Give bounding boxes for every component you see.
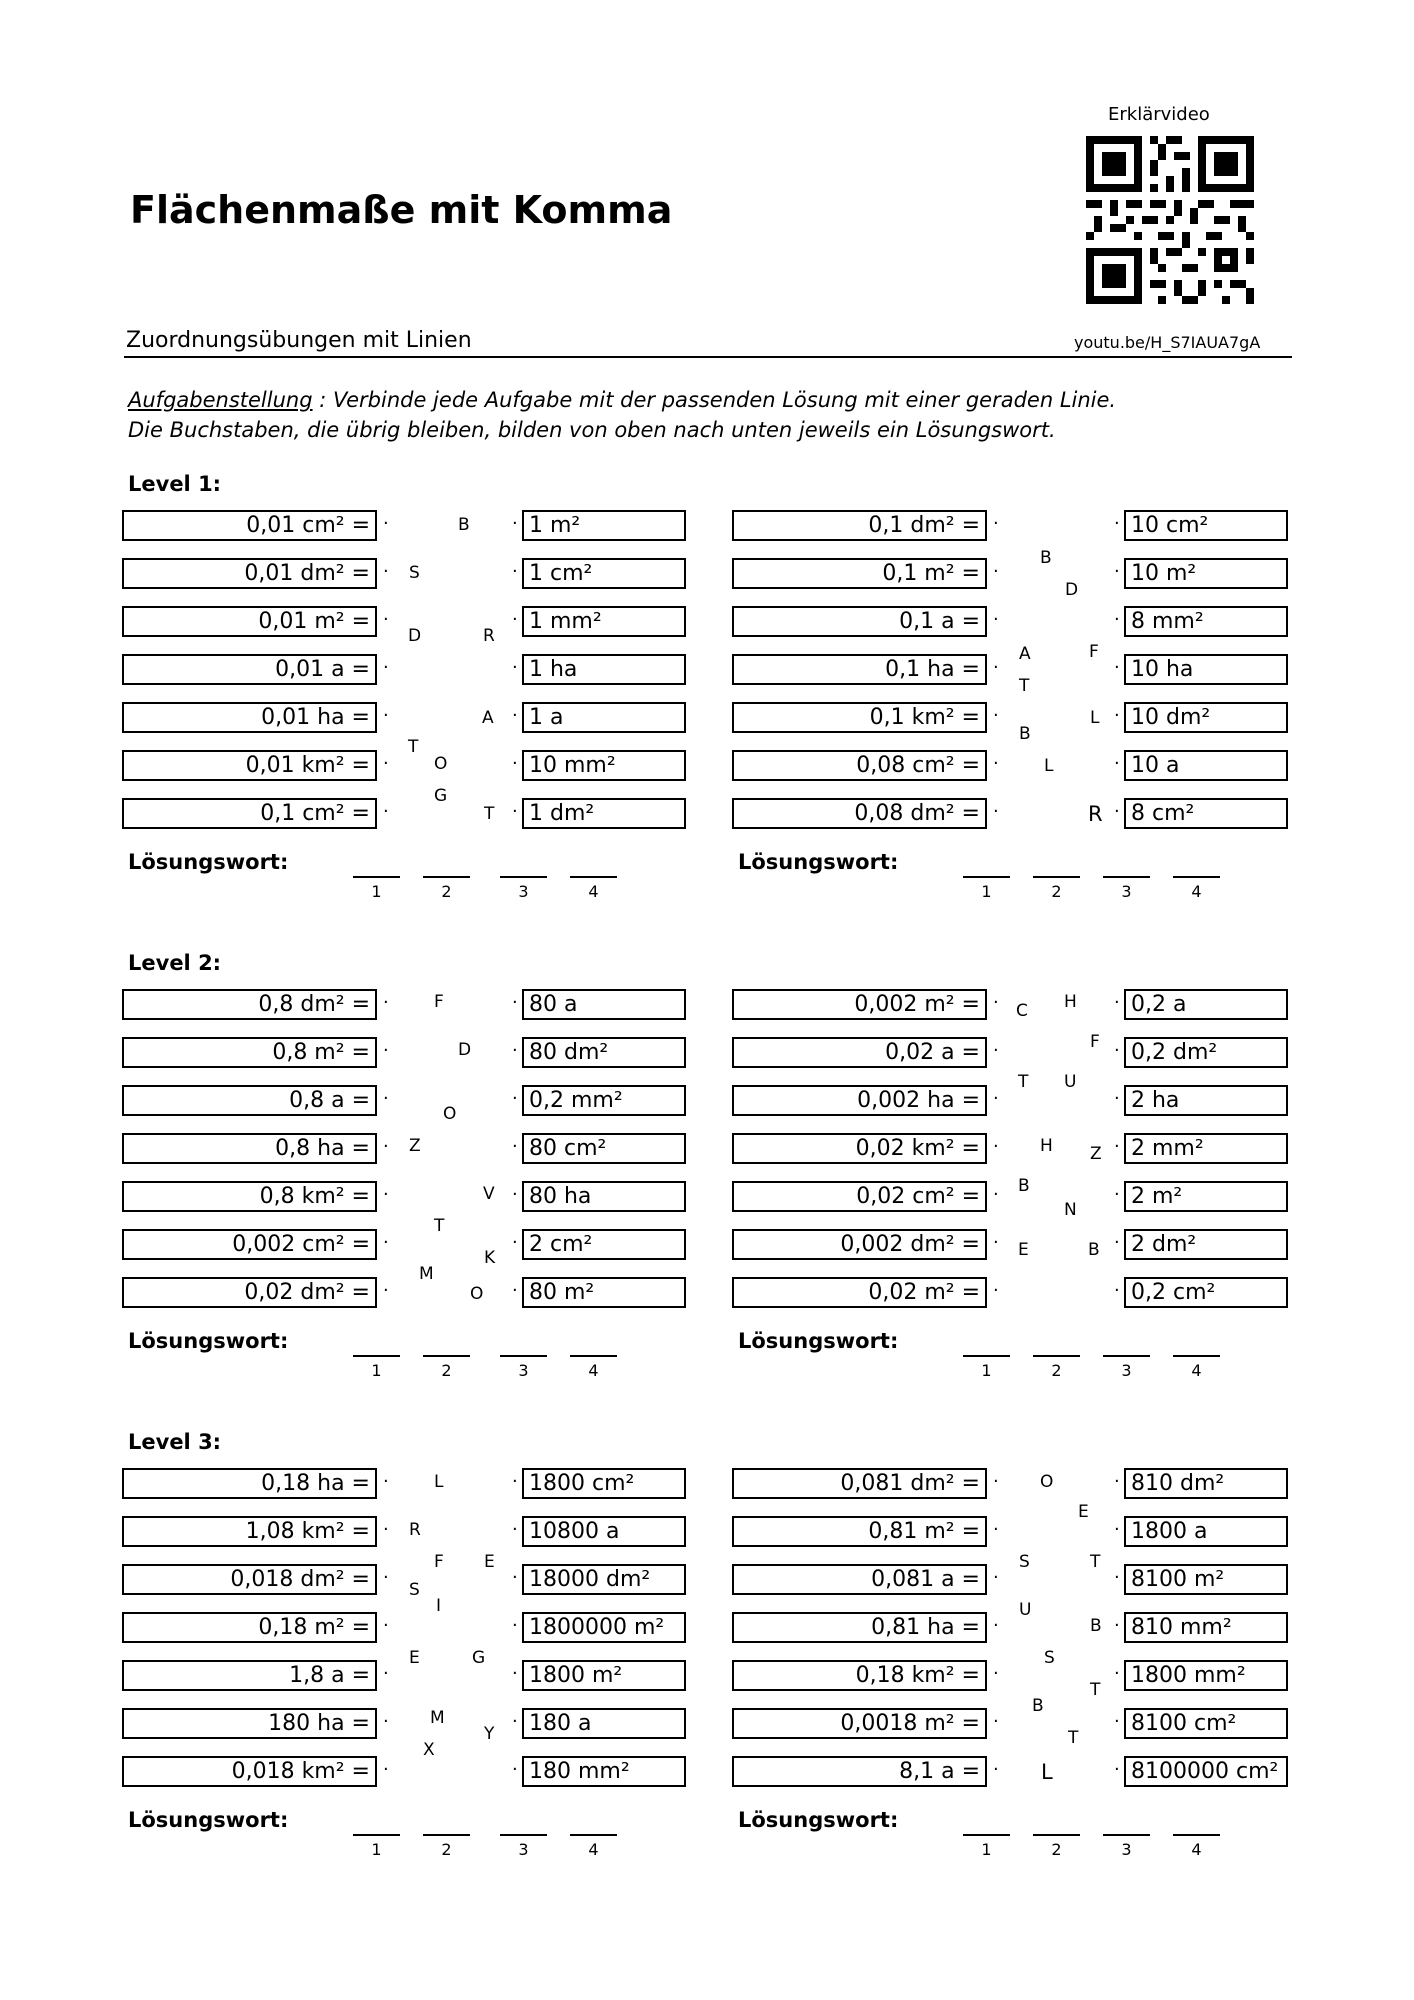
solution-blank-number: 1	[981, 882, 992, 901]
connection-dot[interactable]: ·	[1114, 609, 1120, 630]
distractor-letter: B	[1032, 1696, 1044, 1716]
connection-dot[interactable]: ·	[383, 1759, 389, 1780]
task-box: 0,1 cm² =	[122, 798, 377, 829]
task-box: 0,8 m² =	[122, 1037, 377, 1068]
instruction-label: Aufgabenstellung	[128, 388, 313, 412]
connection-dot[interactable]: ·	[383, 1615, 389, 1636]
distractor-letter: F	[1090, 1032, 1100, 1052]
task-box: 0,1 dm² =	[732, 510, 987, 541]
page-title: Flächenmaße mit Komma	[130, 188, 673, 232]
solution-blank[interactable]	[570, 1355, 617, 1357]
connection-dot[interactable]: ·	[512, 513, 518, 534]
connection-dot[interactable]: ·	[512, 1184, 518, 1205]
solution-blank[interactable]	[1173, 876, 1220, 878]
solution-blank[interactable]	[570, 876, 617, 878]
connection-dot[interactable]: ·	[993, 1615, 999, 1636]
distractor-letter: I	[436, 1596, 442, 1616]
solution-word-label: Lösungswort:	[128, 1808, 289, 1832]
task-box: 0,018 km² =	[122, 1756, 377, 1787]
distractor-letter: E	[1078, 1502, 1089, 1522]
answer-box: 180 mm²	[522, 1756, 686, 1787]
distractor-letter: T	[408, 737, 419, 757]
distractor-letter: B	[1090, 1616, 1102, 1636]
answer-box: 80 ha	[522, 1181, 686, 1212]
solution-blank-number: 3	[518, 1840, 529, 1859]
connection-dot[interactable]: ·	[383, 1471, 389, 1492]
connection-dot[interactable]: ·	[1114, 513, 1120, 534]
task-box: 0,02 m² =	[732, 1277, 987, 1308]
distractor-letter: U	[1019, 1600, 1032, 1620]
solution-blank[interactable]	[1103, 876, 1150, 878]
task-box: 1,8 a =	[122, 1660, 377, 1691]
solution-blank[interactable]	[1033, 876, 1080, 878]
answer-box: 810 dm²	[1124, 1468, 1288, 1499]
distractor-letter: B	[1019, 724, 1031, 744]
distractor-letter: Z	[1090, 1144, 1102, 1164]
solution-word-label: Lösungswort:	[738, 850, 899, 874]
connection-dot[interactable]: ·	[1114, 1759, 1120, 1780]
distractor-letter: S	[409, 1580, 420, 1600]
distractor-letter: T	[1090, 1552, 1101, 1572]
answer-box: 10 mm²	[522, 750, 686, 781]
connection-dot[interactable]: ·	[383, 1280, 389, 1301]
connection-dot[interactable]: ·	[1114, 1519, 1120, 1540]
instruction-line-1	[128, 388, 1116, 412]
connection-dot[interactable]: ·	[512, 1232, 518, 1253]
task-box: 8,1 a =	[732, 1756, 987, 1787]
solution-blank[interactable]	[1033, 1355, 1080, 1357]
distractor-letter: E	[484, 1552, 495, 1572]
connection-dot[interactable]: ·	[383, 1184, 389, 1205]
connection-dot[interactable]: ·	[383, 801, 389, 822]
connection-dot[interactable]: ·	[993, 1280, 999, 1301]
solution-blank[interactable]	[423, 1834, 470, 1836]
distractor-letter: Y	[484, 1724, 495, 1744]
solution-blank[interactable]	[423, 1355, 470, 1357]
level-label: Level 2:	[128, 951, 222, 975]
distractor-letter: F	[1089, 642, 1099, 662]
solution-blank-number: 3	[518, 1361, 529, 1380]
distractor-letter: T	[484, 804, 495, 824]
connection-dot[interactable]: ·	[512, 1711, 518, 1732]
solution-blank[interactable]	[570, 1834, 617, 1836]
solution-blank-number: 4	[1191, 1361, 1202, 1380]
instruction-text-1: : Verbinde jede Aufgabe mit der passenden Lösung mit einer geraden Linie.	[312, 388, 1117, 412]
answer-box: 1800 mm²	[1124, 1660, 1288, 1691]
task-box: 0,081 a =	[732, 1564, 987, 1595]
answer-box: 10 dm²	[1124, 702, 1288, 733]
distractor-letter: L	[1044, 756, 1054, 776]
connection-dot[interactable]: ·	[383, 1088, 389, 1109]
connection-dot[interactable]: ·	[993, 753, 999, 774]
solution-blank-number: 4	[1191, 1840, 1202, 1859]
answer-box: 80 dm²	[522, 1037, 686, 1068]
solution-word-label: Lösungswort:	[738, 1808, 899, 1832]
answer-box: 8 cm²	[1124, 798, 1288, 829]
answer-box: 8100 m²	[1124, 1564, 1288, 1595]
solution-blank[interactable]	[963, 1355, 1010, 1357]
connection-dot[interactable]: ·	[993, 1040, 999, 1061]
task-box: 0,08 cm² =	[732, 750, 987, 781]
answer-box: 80 m²	[522, 1277, 686, 1308]
solution-blank-number: 2	[1051, 1840, 1062, 1859]
connection-dot[interactable]: ·	[1114, 1184, 1120, 1205]
distractor-letter: E	[1018, 1240, 1029, 1260]
distractor-letter: S	[1044, 1648, 1055, 1668]
solution-blank[interactable]	[500, 1355, 547, 1357]
connection-dot[interactable]: ·	[383, 1711, 389, 1732]
answer-box: 1 cm²	[522, 558, 686, 589]
solution-blank-number: 4	[588, 1840, 599, 1859]
solution-word-label: Lösungswort:	[128, 1329, 289, 1353]
task-box: 0,002 dm² =	[732, 1229, 987, 1260]
qr-code-icon[interactable]	[1086, 136, 1254, 304]
task-box: 0,02 cm² =	[732, 1181, 987, 1212]
task-box: 1,08 km² =	[122, 1516, 377, 1547]
connection-dot[interactable]: ·	[512, 753, 518, 774]
connection-dot[interactable]: ·	[383, 561, 389, 582]
connection-dot[interactable]: ·	[383, 609, 389, 630]
answer-box: 810 mm²	[1124, 1612, 1288, 1643]
distractor-letter: T	[1090, 1680, 1101, 1700]
distractor-letter: D	[1065, 580, 1079, 600]
connection-dot[interactable]: ·	[993, 1567, 999, 1588]
distractor-letter: H	[1064, 992, 1077, 1012]
instruction-line-2: Die Buchstaben, die übrig bleiben, bilden von oben nach unten jeweils ein Lösungswort.	[128, 418, 1056, 442]
solution-blank[interactable]	[1033, 1834, 1080, 1836]
answer-box: 1 dm²	[522, 798, 686, 829]
task-box: 0,1 a =	[732, 606, 987, 637]
connection-dot[interactable]: ·	[1114, 561, 1120, 582]
connection-dot[interactable]: ·	[512, 657, 518, 678]
task-box: 0,02 a =	[732, 1037, 987, 1068]
distractor-letter: V	[483, 1184, 495, 1204]
answer-box: 2 m²	[1124, 1181, 1288, 1212]
header-divider	[124, 356, 1292, 358]
task-box: 0,01 cm² =	[122, 510, 377, 541]
task-box: 0,8 dm² =	[122, 989, 377, 1020]
distractor-letter: C	[1016, 1001, 1028, 1021]
answer-box: 2 mm²	[1124, 1133, 1288, 1164]
solution-blank[interactable]	[423, 876, 470, 878]
connection-dot[interactable]: ·	[1114, 992, 1120, 1013]
level-label: Level 3:	[128, 1430, 222, 1454]
connection-dot[interactable]: ·	[512, 705, 518, 726]
task-box: 0,8 km² =	[122, 1181, 377, 1212]
solution-blank-number: 1	[981, 1361, 992, 1380]
solution-blank-number: 3	[1121, 882, 1132, 901]
distractor-letter: T	[1018, 1072, 1029, 1092]
answer-box: 0,2 dm²	[1124, 1037, 1288, 1068]
connection-dot[interactable]: ·	[383, 753, 389, 774]
task-box: 0,1 m² =	[732, 558, 987, 589]
answer-box: 80 a	[522, 989, 686, 1020]
distractor-letter: B	[458, 515, 470, 535]
connection-dot[interactable]: ·	[993, 992, 999, 1013]
answer-box: 10800 a	[522, 1516, 686, 1547]
connection-dot[interactable]: ·	[512, 1136, 518, 1157]
distractor-letter: A	[1019, 644, 1031, 664]
distractor-letter: B	[1088, 1240, 1100, 1260]
worksheet-subtitle: Zuordnungsübungen mit Linien	[126, 328, 472, 353]
connection-dot[interactable]: ·	[1114, 1471, 1120, 1492]
distractor-letter: D	[408, 626, 422, 646]
connection-dot[interactable]: ·	[993, 513, 999, 534]
solution-blank-number: 2	[1051, 882, 1062, 901]
connection-dot[interactable]: ·	[993, 1232, 999, 1253]
answer-box: 1 m²	[522, 510, 686, 541]
connection-dot[interactable]: ·	[993, 1136, 999, 1157]
task-box: 0,01 dm² =	[122, 558, 377, 589]
connection-dot[interactable]: ·	[383, 513, 389, 534]
connection-dot[interactable]: ·	[993, 1088, 999, 1109]
connection-dot[interactable]: ·	[512, 1519, 518, 1540]
distractor-letter: B	[1040, 548, 1052, 568]
connection-dot[interactable]: ·	[512, 801, 518, 822]
connection-dot[interactable]: ·	[993, 1759, 999, 1780]
distractor-letter: H	[1040, 1136, 1053, 1156]
answer-box: 1800 cm²	[522, 1468, 686, 1499]
distractor-letter: O	[443, 1104, 457, 1124]
distractor-letter: D	[458, 1040, 472, 1060]
answer-box: 1800 m²	[522, 1660, 686, 1691]
connection-dot[interactable]: ·	[1114, 705, 1120, 726]
distractor-letter: O	[1040, 1472, 1054, 1492]
distractor-letter: G	[434, 786, 448, 806]
answer-box: 18000 dm²	[522, 1564, 686, 1595]
solution-blank[interactable]	[963, 876, 1010, 878]
task-box: 0,002 m² =	[732, 989, 987, 1020]
distractor-letter: O	[434, 754, 448, 774]
solution-blank[interactable]	[1103, 1355, 1150, 1357]
answer-box: 1800000 m²	[522, 1612, 686, 1643]
task-box: 0,8 a =	[122, 1085, 377, 1116]
distractor-letter: M	[430, 1708, 445, 1728]
answer-box: 2 dm²	[1124, 1229, 1288, 1260]
connection-dot[interactable]: ·	[1114, 1040, 1120, 1061]
task-box: 0,02 dm² =	[122, 1277, 377, 1308]
solution-blank[interactable]	[500, 876, 547, 878]
connection-dot[interactable]: ·	[512, 609, 518, 630]
solution-blank-number: 4	[588, 1361, 599, 1380]
task-box: 0,01 ha =	[122, 702, 377, 733]
connection-dot[interactable]: ·	[512, 1615, 518, 1636]
task-box: 0,002 ha =	[732, 1085, 987, 1116]
connection-dot[interactable]: ·	[993, 609, 999, 630]
solution-blank-number: 3	[1121, 1361, 1132, 1380]
distractor-letter: T	[434, 1216, 445, 1236]
distractor-letter: A	[482, 708, 494, 728]
answer-box: 1 mm²	[522, 606, 686, 637]
task-box: 0,18 km² =	[732, 1660, 987, 1691]
task-box: 0,8 ha =	[122, 1133, 377, 1164]
task-box: 0,1 km² =	[732, 702, 987, 733]
task-box: 0,081 dm² =	[732, 1468, 987, 1499]
distractor-letter: R	[409, 1520, 421, 1540]
solution-blank[interactable]	[963, 1834, 1010, 1836]
connection-dot[interactable]: ·	[1114, 1136, 1120, 1157]
distractor-letter: L	[1090, 708, 1100, 728]
solution-blank-number: 2	[441, 1840, 452, 1859]
connection-dot[interactable]: ·	[512, 1567, 518, 1588]
distractor-letter: L	[434, 1472, 444, 1492]
distractor-letter: K	[484, 1248, 496, 1268]
answer-box: 8 mm²	[1124, 606, 1288, 637]
distractor-letter: G	[472, 1648, 486, 1668]
answer-box: 8100000 cm²	[1124, 1756, 1288, 1787]
task-box: 180 ha =	[122, 1708, 377, 1739]
distractor-letter: U	[1064, 1072, 1077, 1092]
task-box: 0,01 m² =	[122, 606, 377, 637]
task-box: 0,018 dm² =	[122, 1564, 377, 1595]
distractor-letter: O	[470, 1284, 484, 1304]
level-label: Level 1:	[128, 472, 222, 496]
solution-blank[interactable]	[500, 1834, 547, 1836]
answer-box: 0,2 mm²	[522, 1085, 686, 1116]
solution-blank[interactable]	[353, 876, 400, 878]
solution-blank-number: 3	[518, 882, 529, 901]
task-box: 0,81 m² =	[732, 1516, 987, 1547]
task-box: 0,1 ha =	[732, 654, 987, 685]
task-box: 0,18 m² =	[122, 1612, 377, 1643]
solution-blank[interactable]	[1173, 1834, 1220, 1836]
distractor-letter: S	[409, 563, 420, 583]
solution-blank-number: 2	[1051, 1361, 1062, 1380]
distractor-letter: M	[419, 1264, 434, 1284]
solution-blank-number: 4	[588, 882, 599, 901]
distractor-letter: B	[1018, 1176, 1030, 1196]
answer-box: 80 cm²	[522, 1133, 686, 1164]
connection-dot[interactable]: ·	[383, 1040, 389, 1061]
solution-word-label: Lösungswort:	[738, 1329, 899, 1353]
task-box: 0,01 a =	[122, 654, 377, 685]
task-box: 0,18 ha =	[122, 1468, 377, 1499]
connection-dot[interactable]: ·	[383, 1567, 389, 1588]
solution-blank[interactable]	[1103, 1834, 1150, 1836]
solution-blank-number: 4	[1191, 882, 1202, 901]
distractor-letter: T	[1019, 676, 1030, 696]
answer-box: 1 ha	[522, 654, 686, 685]
task-box: 0,0018 m² =	[732, 1708, 987, 1739]
connection-dot[interactable]: ·	[1114, 1280, 1120, 1301]
connection-dot[interactable]: ·	[1114, 1711, 1120, 1732]
connection-dot[interactable]: ·	[512, 1663, 518, 1684]
connection-dot[interactable]: ·	[383, 1663, 389, 1684]
connection-dot[interactable]: ·	[1114, 1088, 1120, 1109]
connection-dot[interactable]: ·	[993, 1471, 999, 1492]
solution-blank-number: 1	[371, 882, 382, 901]
solution-blank-number: 2	[441, 1361, 452, 1380]
solution-blank[interactable]	[353, 1355, 400, 1357]
answer-box: 0,2 cm²	[1124, 1277, 1288, 1308]
connection-dot[interactable]: ·	[993, 705, 999, 726]
solution-blank[interactable]	[1173, 1355, 1220, 1357]
connection-dot[interactable]: ·	[512, 1088, 518, 1109]
answer-box: 10 cm²	[1124, 510, 1288, 541]
connection-dot[interactable]: ·	[993, 1711, 999, 1732]
solution-blank[interactable]	[353, 1834, 400, 1836]
task-box: 0,01 km² =	[122, 750, 377, 781]
answer-box: 0,2 a	[1124, 989, 1288, 1020]
connection-dot[interactable]: ·	[512, 1040, 518, 1061]
answer-box: 2 ha	[1124, 1085, 1288, 1116]
solution-word-label: Lösungswort:	[128, 850, 289, 874]
connection-dot[interactable]: ·	[512, 1280, 518, 1301]
connection-dot[interactable]: ·	[993, 1519, 999, 1540]
answer-box: 1 a	[522, 702, 686, 733]
video-label: Erklärvideo	[1108, 104, 1210, 125]
connection-dot[interactable]: ·	[512, 1471, 518, 1492]
distractor-letter: X	[423, 1740, 435, 1760]
connection-dot[interactable]: ·	[1114, 657, 1120, 678]
connection-dot[interactable]: ·	[1114, 1567, 1120, 1588]
task-box: 0,08 dm² =	[732, 798, 987, 829]
distractor-letter: F	[434, 1552, 444, 1572]
connection-dot[interactable]: ·	[1114, 1663, 1120, 1684]
solution-blank-number: 1	[371, 1361, 382, 1380]
task-box: 0,81 ha =	[732, 1612, 987, 1643]
solution-blank-number: 3	[1121, 1840, 1132, 1859]
connection-dot[interactable]: ·	[1114, 1232, 1120, 1253]
connection-dot[interactable]: ·	[383, 1232, 389, 1253]
answer-box: 10 a	[1124, 750, 1288, 781]
connection-dot[interactable]: ·	[1114, 801, 1120, 822]
video-url[interactable]: youtu.be/H_S7IAUA7gA	[1074, 333, 1261, 352]
connection-dot[interactable]: ·	[383, 657, 389, 678]
connection-dot[interactable]: ·	[993, 801, 999, 822]
distractor-letter: E	[409, 1648, 420, 1668]
solution-blank-number: 1	[981, 1840, 992, 1859]
distractor-letter: N	[1064, 1200, 1077, 1220]
solution-blank-number: 1	[371, 1840, 382, 1859]
connection-dot[interactable]: ·	[993, 1184, 999, 1205]
connection-dot[interactable]: ·	[383, 705, 389, 726]
distractor-letter: L	[1041, 1760, 1053, 1784]
distractor-letter: S	[1019, 1552, 1030, 1572]
distractor-letter: Z	[409, 1136, 421, 1156]
answer-box: 10 ha	[1124, 654, 1288, 685]
connection-dot[interactable]: ·	[993, 561, 999, 582]
distractor-letter: T	[1068, 1728, 1079, 1748]
connection-dot[interactable]: ·	[512, 992, 518, 1013]
connection-dot[interactable]: ·	[993, 657, 999, 678]
connection-dot[interactable]: ·	[383, 992, 389, 1013]
answer-box: 1800 a	[1124, 1516, 1288, 1547]
distractor-letter: F	[434, 992, 444, 1012]
task-box: 0,002 cm² =	[122, 1229, 377, 1260]
distractor-letter: R	[1088, 802, 1103, 826]
connection-dot[interactable]: ·	[383, 1519, 389, 1540]
connection-dot[interactable]: ·	[1114, 753, 1120, 774]
connection-dot[interactable]: ·	[512, 561, 518, 582]
answer-box: 2 cm²	[522, 1229, 686, 1260]
answer-box: 180 a	[522, 1708, 686, 1739]
connection-dot[interactable]: ·	[993, 1663, 999, 1684]
connection-dot[interactable]: ·	[512, 1759, 518, 1780]
connection-dot[interactable]: ·	[383, 1136, 389, 1157]
connection-dot[interactable]: ·	[1114, 1615, 1120, 1636]
solution-blank-number: 2	[441, 882, 452, 901]
distractor-letter: R	[483, 626, 495, 646]
answer-box: 8100 cm²	[1124, 1708, 1288, 1739]
task-box: 0,02 km² =	[732, 1133, 987, 1164]
answer-box: 10 m²	[1124, 558, 1288, 589]
